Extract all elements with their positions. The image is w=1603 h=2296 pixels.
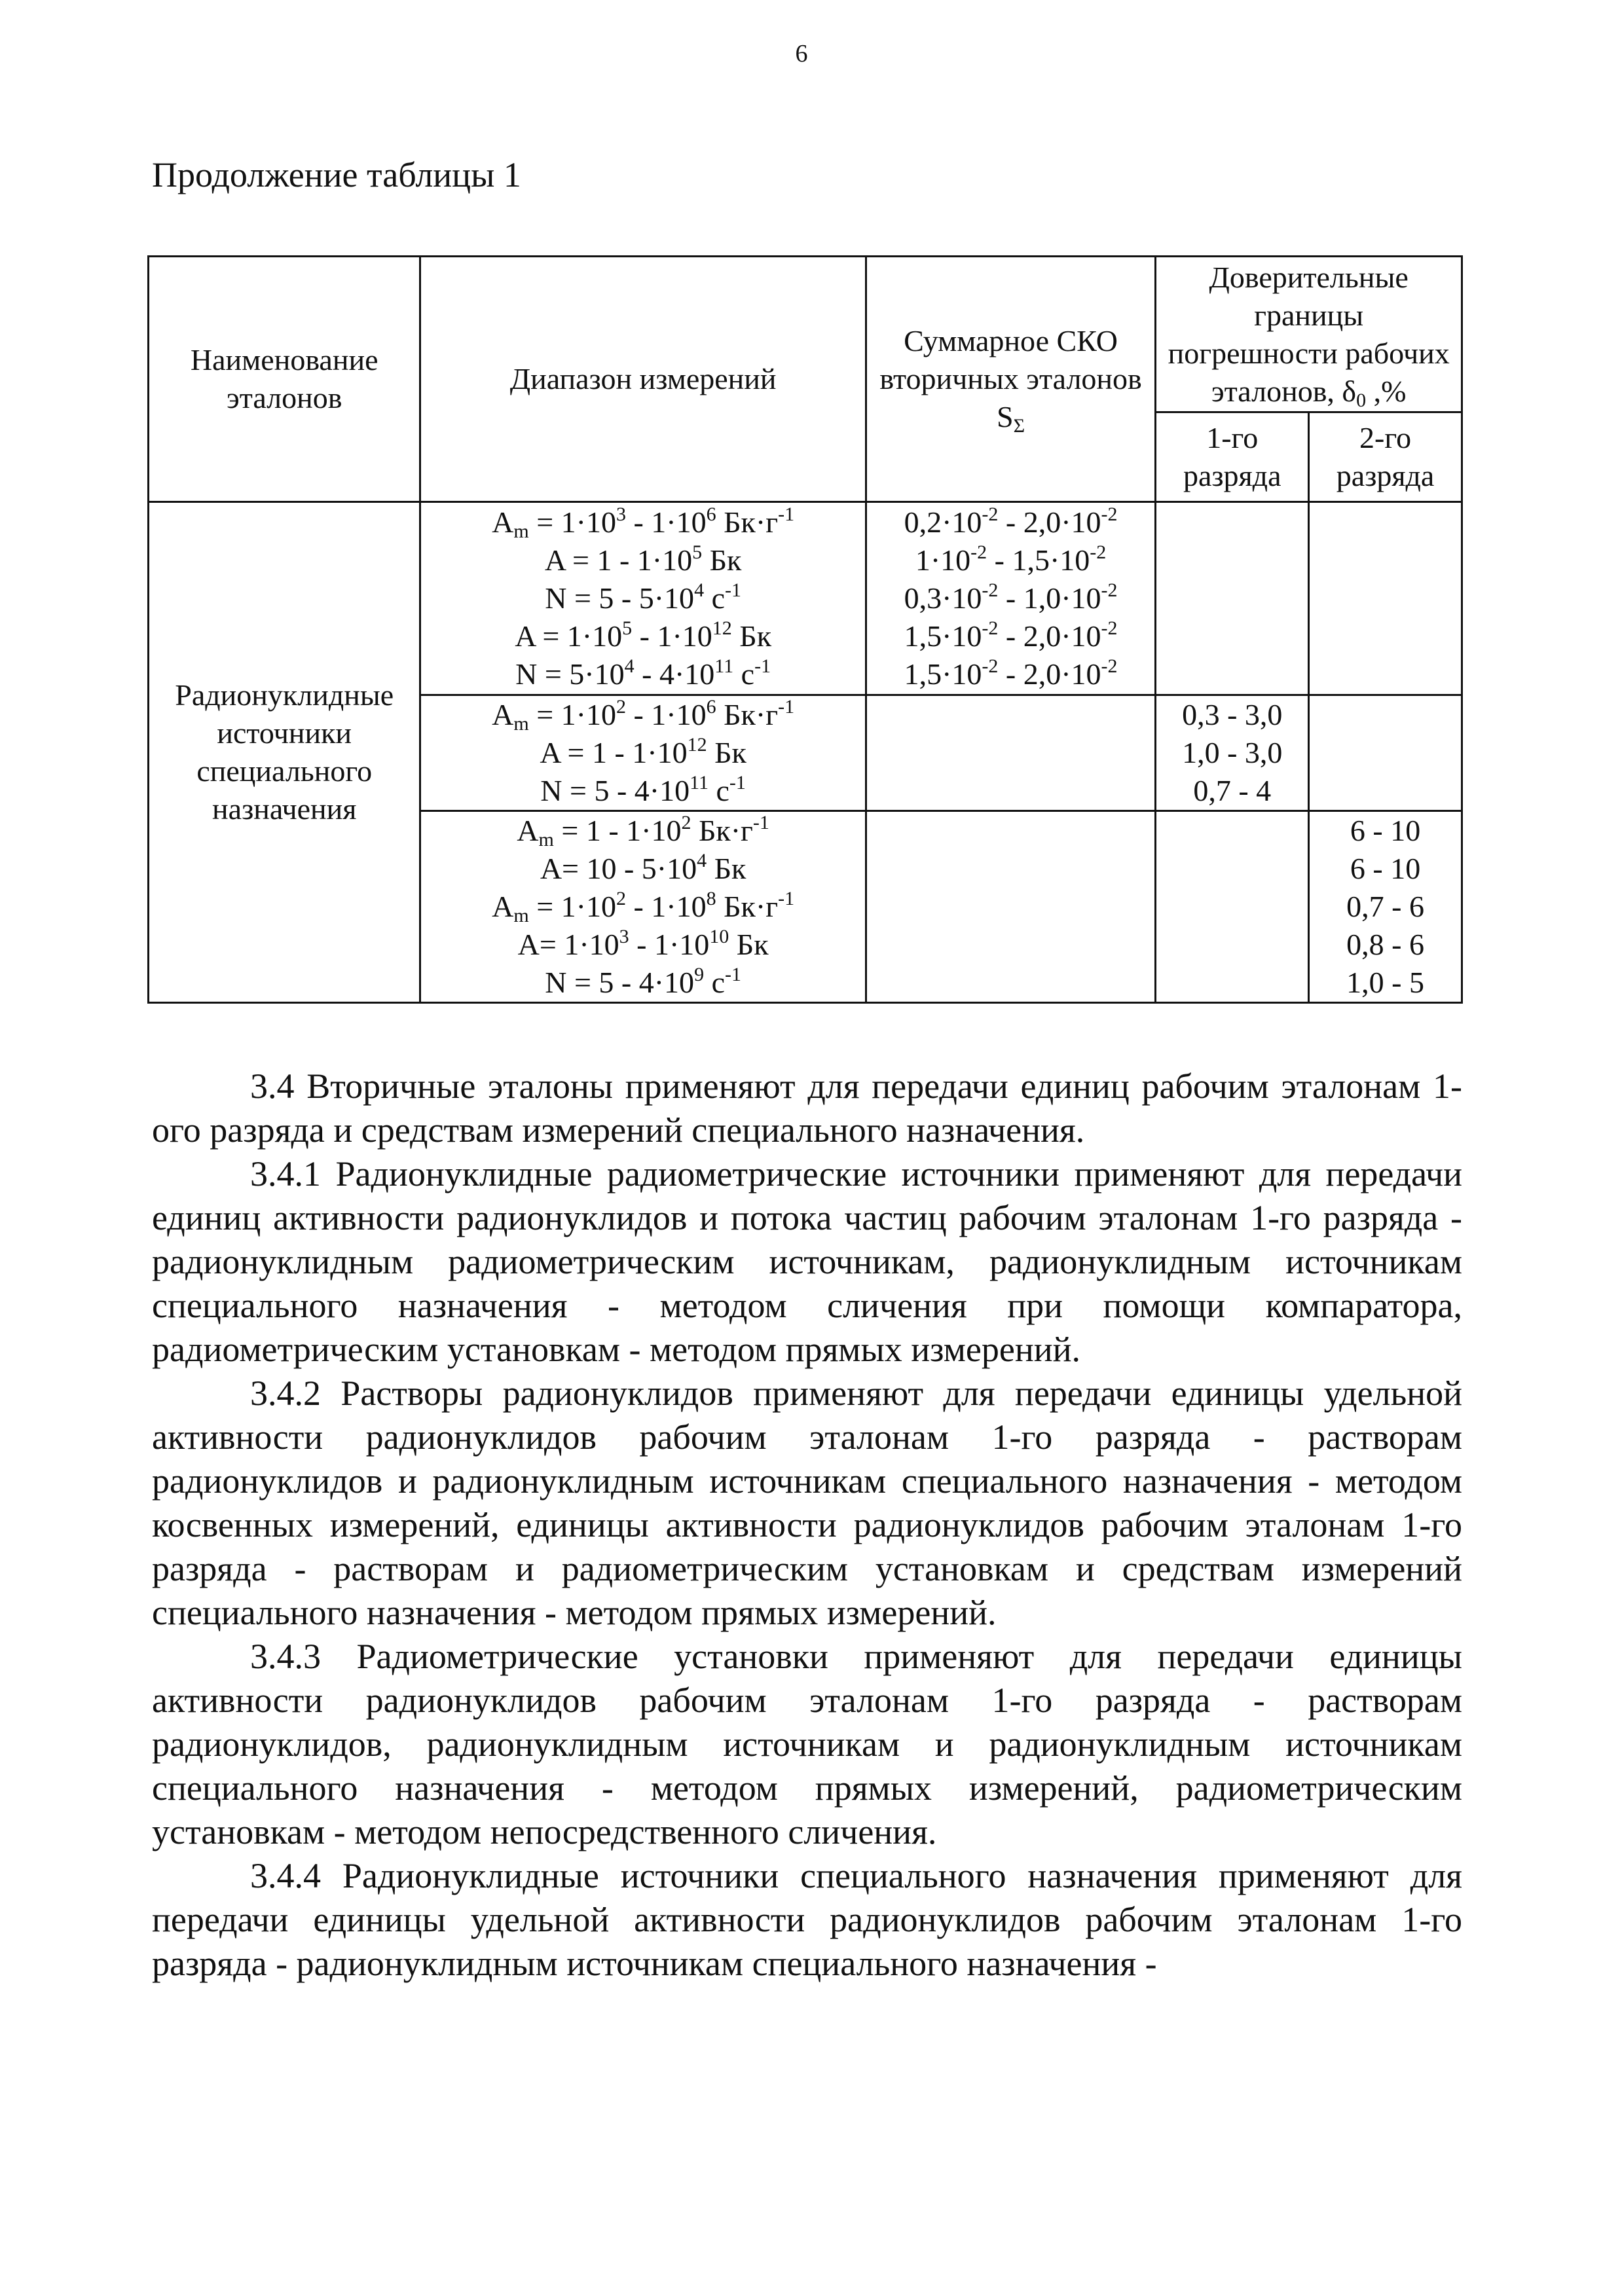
- second-rank-value: 6 - 10: [1350, 852, 1421, 885]
- range-formula: $N = 5 - 5\cdot 10^4$ $с^{-1}$: [545, 579, 741, 615]
- group1-second-rank: [1309, 502, 1462, 695]
- header-sko: [866, 257, 1156, 502]
- sko-value: $1,5\cdot 10^{-2} - 2,0\cdot 10^{-2}$: [904, 655, 1118, 691]
- header-bounds: [1156, 257, 1462, 412]
- group2-first-rank: [1156, 695, 1309, 811]
- paragraph-3-4-1: 3.4.1 Радионуклидные радиометрические источники применяют для передачи единиц активности радионуклидов и потока частиц рабочим эталонам 1-го разряда - радионуклидным радиометрическим источникам, радионуклидным источникам специального назначения - методом сличения при помощи компаратора, радиометрическим установкам - методом прямых измерений.: [152, 1154, 1462, 1369]
- header-first-rank: 1-го разряда: [1156, 412, 1309, 502]
- group3-ranges: [420, 811, 866, 1003]
- paragraph-3-4-4: 3.4.4 Радионуклидные источники специального назначения применяют для передачи единицы удельной активности радионуклидов рабочим эталонам 1-го разряда - радионуклидным источникам специального назначения -: [152, 1856, 1462, 1983]
- header-bounds-line: границы: [1254, 298, 1364, 332]
- sko-value: $1\cdot 10^{-2} - 1,5\cdot 10^{-2}$: [915, 541, 1107, 577]
- range-formula: $N = 5 - 4\cdot 10^{11}$ $с^{-1}$: [540, 772, 746, 807]
- row-name-line: назначения: [212, 792, 357, 826]
- body-text: [152, 1065, 1462, 1986]
- header-range: Диапазон измерений: [420, 257, 866, 502]
- group1-first-rank: [1156, 502, 1309, 695]
- group2-ranges: [420, 695, 866, 811]
- group1-sko: [866, 502, 1156, 695]
- paragraph-3-4-2: 3.4.2 Растворы радионуклидов применяют для передачи единицы удельной активности радионуклидов рабочим эталонам 1-го разряда - растворам радионуклидов и радионуклидным источникам специального назначения - методом косвенных измерений, единицы активности радионуклидов рабочим эталонам 1-го разряда - растворам и радиометрическим установкам и средствам измерений специального назначения - методом прямых измерений.: [152, 1374, 1462, 1632]
- range-formula: $A = 1 - 1\cdot 10^5$ Бк: [544, 541, 742, 577]
- header-bounds-line: Доверительные: [1209, 260, 1409, 294]
- row-name-line: Радионуклидные: [175, 678, 394, 712]
- sko-value: $0,3\cdot 10^{-2} - 1,0\cdot 10^{-2}$: [904, 579, 1118, 615]
- paragraph-3-4: 3.4 Вторичные эталоны применяют для передачи единиц рабочим эталонам 1-ого разряда и средствам измерений специального назначения.: [152, 1066, 1462, 1150]
- range-formula: $A_m = 1\cdot 10^3 - 1\cdot 10^6$ $Бк\cdot г^{-1}$: [492, 503, 795, 542]
- range-formula: $A_m = 1 - 1\cdot 10^2$ $Бк\cdot г^{-1}$: [517, 812, 769, 850]
- first-rank-value: 1,0 - 3,0: [1182, 736, 1283, 769]
- second-rank-value: 0,8 - 6: [1346, 928, 1424, 961]
- first-rank-value: 0,3 - 3,0: [1182, 698, 1283, 731]
- group1-ranges: [420, 502, 866, 695]
- row-name-line: источники: [217, 716, 352, 750]
- range-formula: $N = 5\cdot 10^4 - 4\cdot 10^{11}$ $с^{-1}$: [515, 655, 771, 691]
- second-rank-value: 0,7 - 6: [1346, 890, 1424, 923]
- range-formula: $A= 1\cdot 10^3 - 1\cdot 10^{10}$ Бк: [517, 926, 769, 961]
- header-sko-line: Суммарное СКО: [904, 324, 1118, 357]
- group2-sko: [866, 695, 1156, 811]
- header-second-rank: 2-го разряда: [1309, 412, 1462, 502]
- standards-table: [147, 255, 1463, 1004]
- header-name-line: эталонов: [226, 381, 342, 414]
- row-name-line: специального: [196, 754, 373, 788]
- range-formula: $A_m = 1\cdot 10^2 - 1\cdot 10^8$ $Бк\cdot г^{-1}$: [492, 888, 795, 926]
- paragraph-3-4-3: 3.4.3 Радиометрические установки применяют для передачи единицы активности радионуклидов рабочим эталонам 1-го разряда - растворам радионуклидов, радионуклидным источникам и радионуклидным источникам специального назначения - методом прямых измерений, радиометрическим установкам - методом непосредственного сличения.: [152, 1637, 1462, 1851]
- page-number: 6: [795, 40, 808, 67]
- range-formula: $A = 1 - 1\cdot 10^{12}$ Бк: [540, 734, 746, 769]
- header-bounds-line: погрешности рабочих: [1168, 336, 1450, 370]
- group3-second-rank: [1309, 811, 1462, 1003]
- table-caption: Продолжение таблицы 1: [152, 155, 521, 194]
- second-rank-value: 6 - 10: [1350, 814, 1421, 847]
- range-formula: $A= 10 - 5\cdot 10^4$ Бк: [540, 850, 746, 885]
- group3-sko: [866, 811, 1156, 1003]
- range-formula: $A_m = 1\cdot 10^2 - 1\cdot 10^6$ $Бк\cdot г^{-1}$: [492, 696, 795, 735]
- group3-first-rank: [1156, 811, 1309, 1003]
- header-name-line: Наименование: [190, 343, 378, 376]
- range-formula: $A = 1\cdot 10^5 - 1\cdot 10^{12}$ Бк: [515, 617, 772, 653]
- first-rank-value: 0,7 - 4: [1193, 774, 1272, 807]
- header-name: [149, 257, 420, 502]
- sko-value: $1,5\cdot 10^{-2} - 2,0\cdot 10^{-2}$: [904, 617, 1118, 653]
- header-sko-line: вторичных эталонов: [879, 362, 1142, 395]
- row-name-cell: [149, 502, 420, 1003]
- range-formula: $N = 5 - 4\cdot 10^9$ $с^{-1}$: [545, 964, 741, 999]
- group2-second-rank: [1309, 695, 1462, 811]
- header-sko-symbol: $S_\Sigma$: [997, 400, 1025, 437]
- second-rank-value: 1,0 - 5: [1346, 966, 1424, 999]
- sko-value: $0,2\cdot 10^{-2} - 2,0\cdot 10^{-2}$: [904, 503, 1118, 539]
- header-bounds-line: эталонов, $\delta_0$ ,%: [1211, 374, 1407, 411]
